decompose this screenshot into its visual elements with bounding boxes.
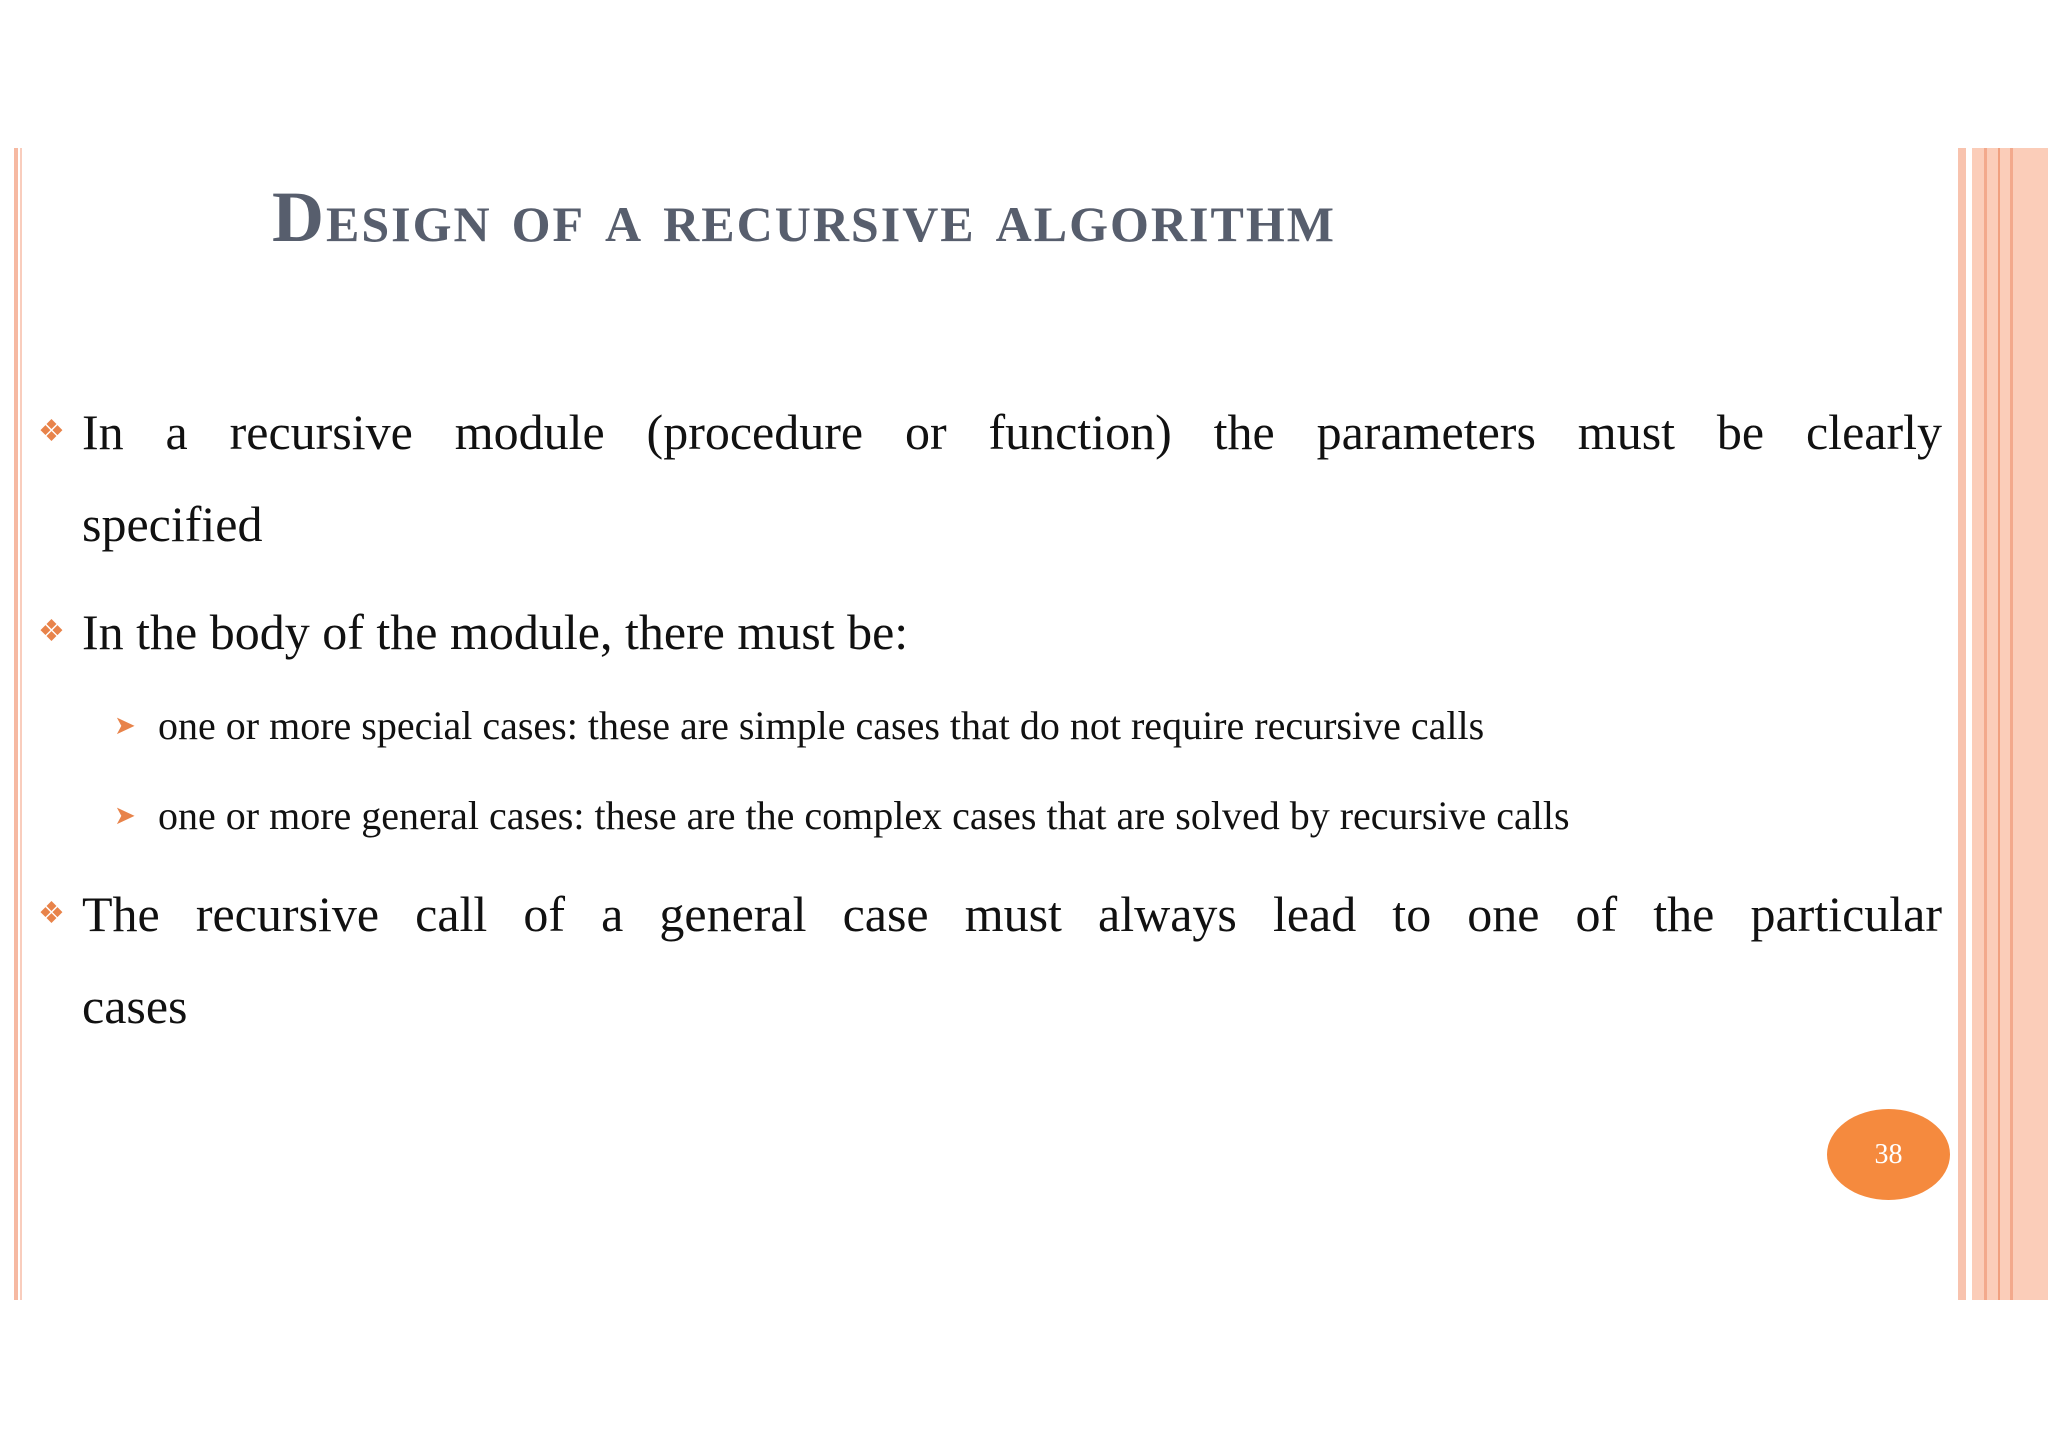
sub-bullet-text: one or more general cases: these are the complex cases that are solved by recursive calls [158,793,1570,838]
bullet-text-line2: cases [82,978,188,1034]
sub-bullet-item [114,786,1570,846]
bullet-item [38,586,1942,678]
slide-title: Design of a recursive algorithm [272,177,1336,257]
left-border-line-inner [20,148,22,1300]
bullet-text-line2: specified [82,496,263,552]
bullet-item [38,868,1942,1052]
sub-bullet-text: one or more special cases: these are simple cases that do not require recursive calls [158,703,1485,748]
arrowhead-icon: ➤ [114,711,136,740]
right-border-line-2 [1998,148,2000,1300]
diamond-cluster-icon: ❖ [38,897,65,930]
bullet-text-line1: In a recursive module (procedure or function) the parameters must be clearly [82,404,1942,460]
left-border-line [14,148,18,1300]
right-border-line-1 [1984,148,1987,1300]
bullet-text-line1: The recursive call of a general case must always lead to one of the particular [82,886,1942,942]
diamond-cluster-icon: ❖ [38,615,65,648]
sub-bullet-item [114,696,1485,756]
bullet-text: In the body of the module, there must be: [82,604,909,660]
bullet-item [38,386,1942,570]
page-number-badge [1827,1109,1950,1200]
page-number: 38 [1874,1138,1903,1170]
arrowhead-icon: ➤ [114,801,136,830]
diamond-cluster-icon: ❖ [38,415,65,448]
right-border-stripe [1958,148,1966,1300]
right-border-line-3 [2010,148,2013,1300]
